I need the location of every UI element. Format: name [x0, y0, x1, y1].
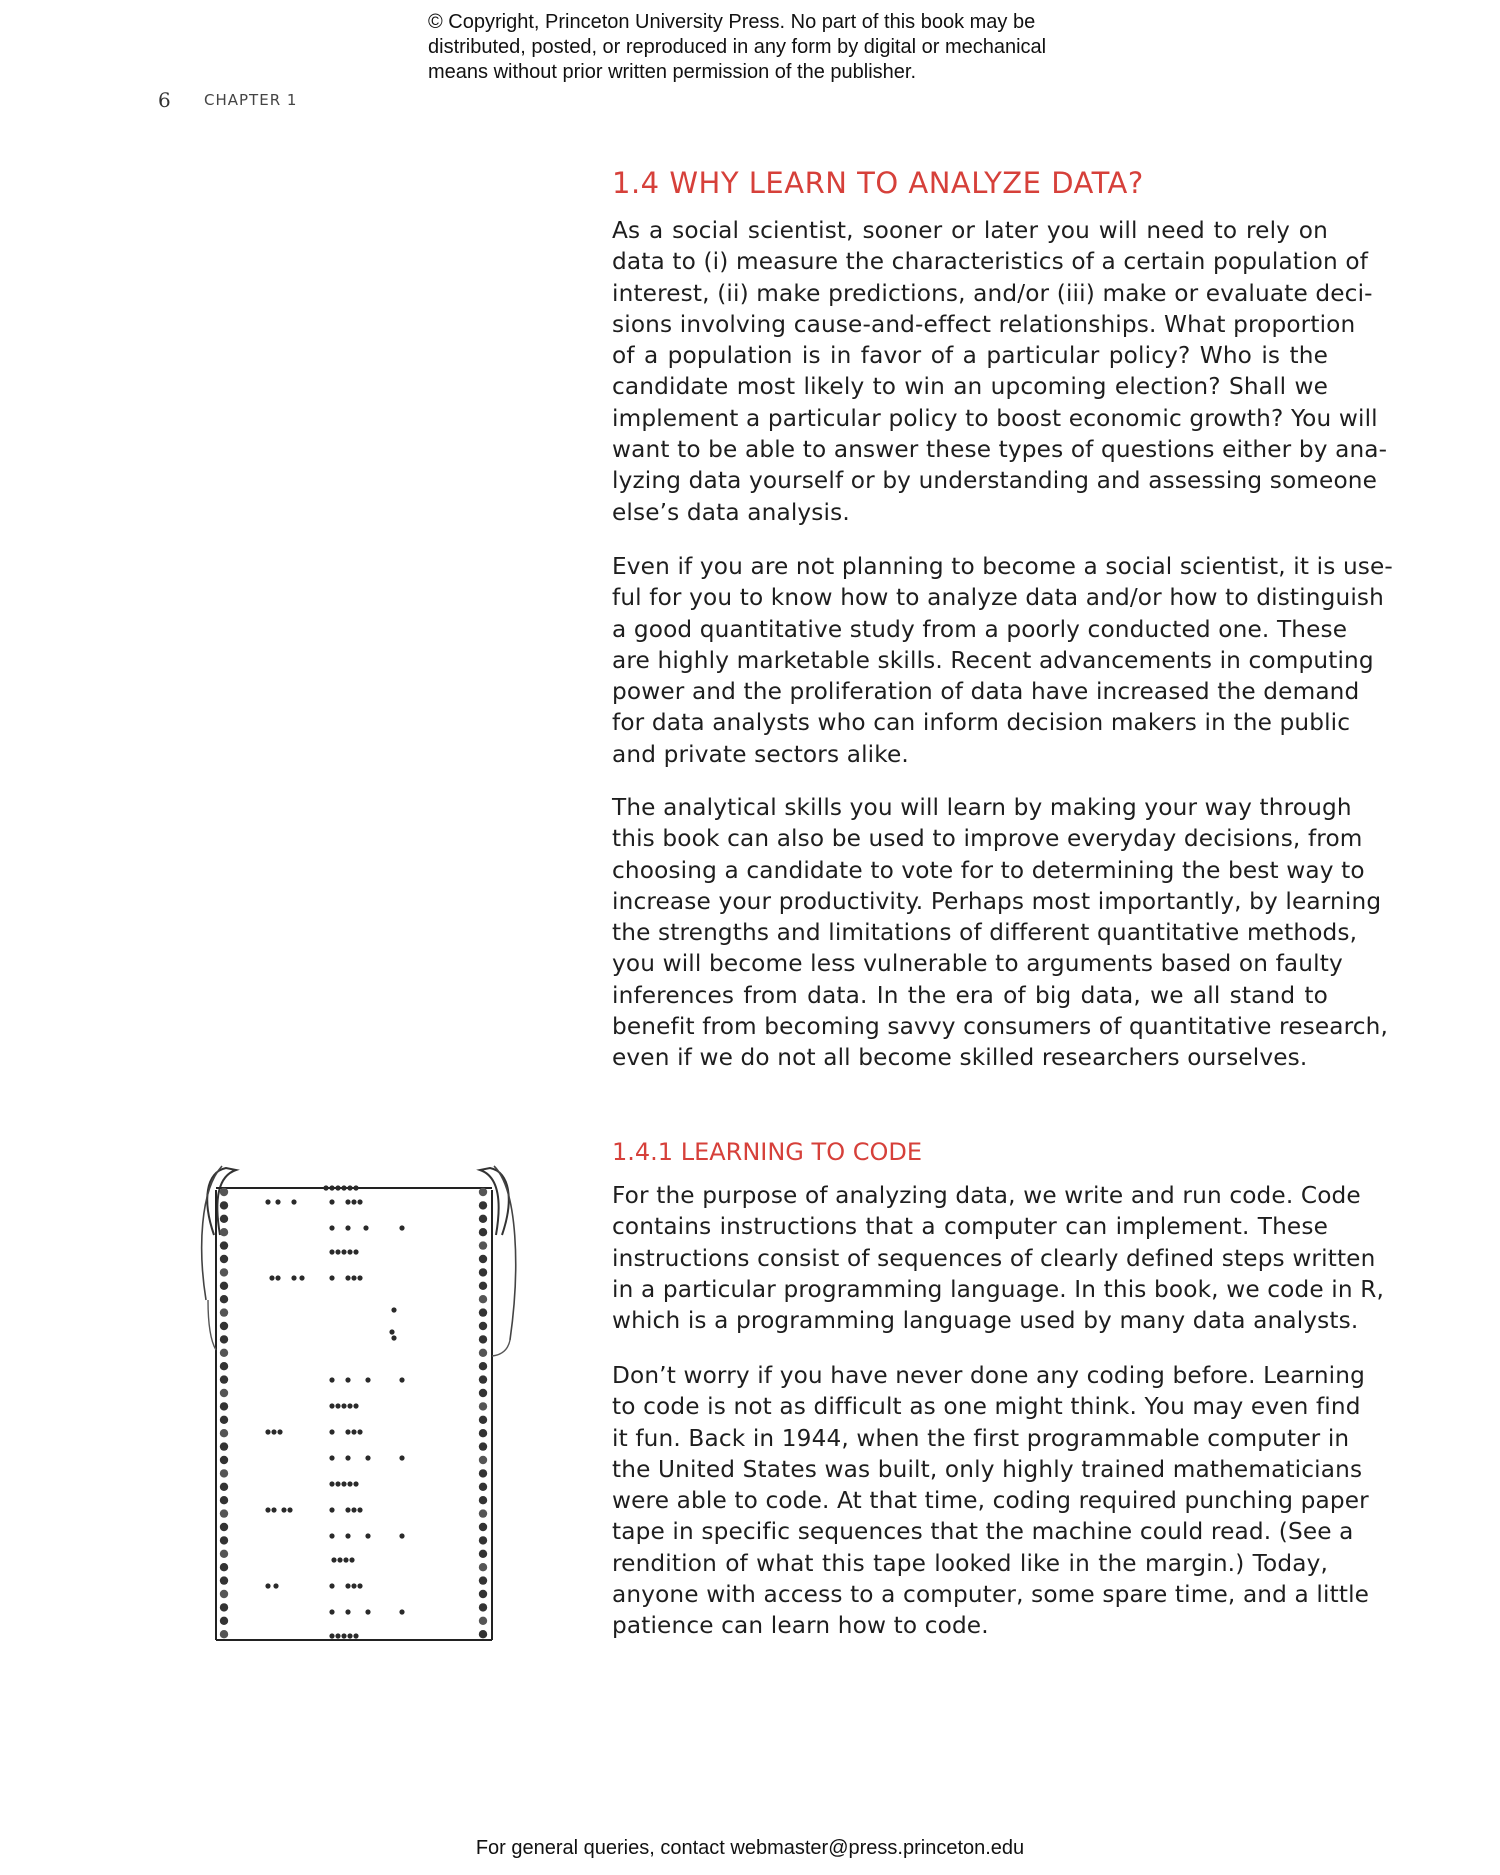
running-head-chapter: CHAPTER 1 — [204, 91, 298, 109]
text-line: of a population is in favor of a particular policy? Who is the — [612, 342, 1328, 370]
tape-hole — [399, 1609, 404, 1614]
tape-hole — [365, 1377, 370, 1382]
tape-hole — [220, 1603, 228, 1611]
tape-hole — [220, 1550, 228, 1558]
tape-hole — [329, 1185, 334, 1190]
copyright-notice — [428, 10, 1128, 85]
tape-hole — [335, 1403, 340, 1408]
text-line: interest, (ii) make predictions, and/or (iii) make or evaluate deci- — [612, 279, 1373, 307]
tape-hole — [287, 1507, 292, 1512]
tape-hole — [479, 1429, 487, 1437]
text-line: Even if you are not planning to become a social scientist, it is use- — [612, 553, 1393, 580]
tape-hole — [357, 1583, 362, 1588]
tape-hole — [479, 1483, 487, 1491]
tape-hole — [331, 1557, 336, 1562]
text-line: Don’t worry if you have never done any coding before. Learning — [612, 1362, 1365, 1389]
text-line: the United States was built, only highly trained mathematicians — [612, 1455, 1363, 1483]
text-line: ful for you to know how to analyze data and/or how to distinguish — [612, 584, 1384, 612]
tape-hole — [479, 1188, 487, 1196]
copyright-line: means without prior written permission of the publisher. — [428, 61, 917, 83]
tape-hole — [329, 1583, 334, 1588]
copyright-line: © Copyright, Princeton University Press. No part of this book may be — [428, 11, 1036, 33]
tape-hole — [341, 1249, 346, 1254]
paragraph — [612, 1180, 1385, 1336]
tape-hole — [341, 1403, 346, 1408]
tape-hole — [365, 1533, 370, 1538]
tape-hole — [479, 1563, 487, 1571]
text-line: As a social scientist, sooner or later you will need to rely on — [612, 217, 1328, 244]
tape-hole — [343, 1557, 348, 1562]
tape-hole — [345, 1225, 350, 1230]
tape-hole — [220, 1295, 228, 1303]
tape-hole — [479, 1469, 487, 1477]
page-number: 6 — [158, 88, 171, 112]
tape-hole — [329, 1275, 334, 1280]
tape-hole — [220, 1282, 228, 1290]
tape-hole — [299, 1275, 304, 1280]
tape-hole — [479, 1308, 487, 1316]
tape-hole — [479, 1255, 487, 1263]
tape-hole — [329, 1403, 334, 1408]
tape-hole — [353, 1403, 358, 1408]
tape-hole — [220, 1241, 228, 1249]
copyright-line: distributed, posted, or reproduced in any form by digital or mechanical — [428, 36, 1047, 58]
tape-hole — [479, 1268, 487, 1276]
tape-hole — [479, 1215, 487, 1223]
text-line: power and the proliferation of data have increased the demand — [612, 678, 1360, 706]
text-line: even if we do not all become skilled researchers ourselves. — [612, 1044, 1308, 1072]
tape-hole — [220, 1617, 228, 1625]
tape-hole — [329, 1455, 334, 1460]
tape-hole — [269, 1275, 274, 1280]
text-line: are highly marketable skills. Recent advancements in computing — [612, 646, 1374, 674]
tape-hole — [220, 1215, 228, 1223]
paragraph — [612, 792, 1389, 1074]
tape-hole — [291, 1199, 296, 1204]
tape-hole — [391, 1335, 396, 1340]
tape-hole — [357, 1199, 362, 1204]
tape-hole — [479, 1603, 487, 1611]
tape-hole — [479, 1496, 487, 1504]
tape-hole — [220, 1255, 228, 1263]
tape-hole — [347, 1481, 352, 1486]
tape-hole — [347, 1403, 352, 1408]
tape-hole — [329, 1481, 334, 1486]
tape-hole — [349, 1557, 354, 1562]
tape-hole — [345, 1533, 350, 1538]
tape-hole — [479, 1590, 487, 1598]
tape-hole — [271, 1429, 276, 1434]
punched-paper-tape-illustration — [196, 1160, 524, 1644]
tape-hole — [275, 1199, 280, 1204]
tape-hole — [479, 1295, 487, 1303]
tape-hole — [351, 1199, 356, 1204]
tape-hole — [341, 1185, 346, 1190]
tape-hole — [220, 1335, 228, 1343]
tape-hole — [275, 1275, 280, 1280]
tape-hole — [479, 1416, 487, 1424]
tape-hole — [265, 1507, 270, 1512]
text-line: this book can also be used to improve everyday decisions, from — [612, 825, 1363, 853]
tape-hole — [220, 1228, 228, 1236]
tape-hole — [479, 1402, 487, 1410]
tape-hole — [479, 1282, 487, 1290]
text-line: you will become less vulnerable to arguments based on faulty — [612, 950, 1343, 978]
text-line: tape in specific sequences that the machine could read. (See a — [612, 1518, 1354, 1546]
text-line: a good quantitative study from a poorly conducted one. These — [612, 615, 1348, 643]
tape-hole — [479, 1335, 487, 1343]
section-heading: 1.4 WHY LEARN TO ANALYZE DATA? — [612, 166, 1144, 200]
tape-hole — [353, 1633, 358, 1638]
tape-hole — [479, 1228, 487, 1236]
text-line: it fun. Back in 1944, when the first programmable computer in — [612, 1424, 1350, 1452]
tape-hole — [479, 1362, 487, 1370]
tape-hole — [220, 1362, 228, 1370]
tape-hole — [479, 1509, 487, 1517]
text-line: implement a particular policy to boost economic growth? You will — [612, 404, 1378, 432]
tape-hole — [220, 1188, 228, 1196]
tape-hole — [335, 1481, 340, 1486]
tape-hole — [220, 1389, 228, 1397]
text-line: the strengths and limitations of different quantitative methods, — [612, 919, 1358, 947]
tape-hole — [335, 1249, 340, 1254]
tape-hole — [479, 1576, 487, 1584]
text-line: increase your productivity. Perhaps most importantly, by learning — [612, 887, 1382, 915]
tape-hole — [479, 1536, 487, 1544]
tape-hole — [265, 1199, 270, 1204]
text-line: anyone with access to a computer, some spare time, and a little — [612, 1581, 1370, 1609]
tape-hole — [345, 1429, 350, 1434]
tape-hole — [220, 1322, 228, 1330]
tape-hole — [479, 1456, 487, 1464]
tape-hole — [353, 1249, 358, 1254]
tape-hole — [220, 1456, 228, 1464]
tape-hole — [220, 1630, 228, 1638]
tape-hole — [357, 1275, 362, 1280]
tape-hole — [220, 1268, 228, 1276]
tape-hole — [351, 1275, 356, 1280]
text-line: rendition of what this tape looked like in the margin.) Today, — [612, 1549, 1328, 1577]
subsection-heading: 1.4.1 LEARNING TO CODE — [612, 1138, 923, 1166]
text-line: want to be able to answer these types of questions either by ana- — [612, 436, 1388, 464]
tape-hole — [345, 1507, 350, 1512]
tape-hole — [399, 1533, 404, 1538]
tape-hole — [220, 1483, 228, 1491]
tape-hole — [353, 1185, 358, 1190]
tape-hole — [365, 1609, 370, 1614]
tape-hole — [479, 1617, 487, 1625]
text-line: in a particular programming language. In this book, we code in R, — [612, 1275, 1385, 1303]
tape-hole — [391, 1307, 396, 1312]
tape-hole — [345, 1275, 350, 1280]
tape-hole — [479, 1201, 487, 1209]
paragraph — [612, 215, 1388, 528]
text-line: patience can learn how to code. — [612, 1612, 989, 1640]
tape-hole — [220, 1416, 228, 1424]
text-line: lyzing data yourself or by understanding and assessing someone — [612, 467, 1378, 495]
tape-hole — [353, 1481, 358, 1486]
tape-hole — [479, 1630, 487, 1638]
tape-hole — [220, 1349, 228, 1357]
tape-hole — [265, 1429, 270, 1434]
text-line: The analytical skills you will learn by making your way through — [612, 794, 1352, 821]
tape-hole — [273, 1583, 278, 1588]
tape-hole — [220, 1536, 228, 1544]
tape-hole — [351, 1429, 356, 1434]
tape-hole — [220, 1402, 228, 1410]
text-line: were able to code. At that time, coding required punching paper — [612, 1487, 1369, 1515]
tape-hole — [323, 1185, 328, 1190]
paragraph — [612, 551, 1393, 770]
text-line: for data analysts who can inform decision makers in the public — [612, 709, 1351, 737]
text-line: else’s data analysis. — [612, 498, 850, 526]
text-line: contains instructions that a computer can implement. These — [612, 1213, 1328, 1241]
tape-hole — [335, 1185, 340, 1190]
tape-hole — [357, 1507, 362, 1512]
tape-hole — [479, 1349, 487, 1357]
tape-hole — [220, 1201, 228, 1209]
tape-hole — [479, 1550, 487, 1558]
tape-hole — [347, 1249, 352, 1254]
tape-hole — [351, 1507, 356, 1512]
tape-hole — [345, 1583, 350, 1588]
tape-hole — [345, 1199, 350, 1204]
tape-hole — [281, 1507, 286, 1512]
tape-hole — [220, 1429, 228, 1437]
tape-hole — [220, 1563, 228, 1571]
tape-hole — [345, 1377, 350, 1382]
tape-hole — [351, 1583, 356, 1588]
tape-hole — [479, 1442, 487, 1450]
tape-hole — [220, 1308, 228, 1316]
tape-hole — [479, 1389, 487, 1397]
tape-hole — [341, 1633, 346, 1638]
tape-hole — [220, 1442, 228, 1450]
tape-hole — [329, 1225, 334, 1230]
tape-hole — [329, 1199, 334, 1204]
tape-hole — [335, 1633, 340, 1638]
tape-hole — [329, 1633, 334, 1638]
text-line: choosing a candidate to vote for to determining the best way to — [612, 856, 1365, 884]
tape-hole — [347, 1633, 352, 1638]
tape-hole — [399, 1455, 404, 1460]
tape-hole — [347, 1185, 352, 1190]
tape-hole — [399, 1377, 404, 1382]
tape-hole — [329, 1533, 334, 1538]
tape-hole — [345, 1455, 350, 1460]
tape-hole — [220, 1469, 228, 1477]
tape-hole — [329, 1377, 334, 1382]
text-line: data to (i) measure the characteristics of a certain population of — [612, 248, 1369, 276]
tape-hole — [271, 1507, 276, 1512]
tape-hole — [345, 1609, 350, 1614]
text-line: to code is not as difficult as one might think. You may even find — [612, 1393, 1361, 1421]
tape-hole — [479, 1375, 487, 1383]
tape-hole — [389, 1329, 394, 1334]
text-line: sions involving cause-and-effect relationships. What proportion — [612, 310, 1356, 338]
tape-hole — [265, 1583, 270, 1588]
text-line: and private sectors alike. — [612, 740, 909, 768]
tape-hole — [277, 1429, 282, 1434]
tape-hole — [337, 1557, 342, 1562]
tape-hole — [220, 1375, 228, 1383]
tape-hole — [479, 1322, 487, 1330]
text-line: inferences from data. In the era of big data, we all stand to — [612, 981, 1328, 1009]
text-line: candidate most likely to win an upcoming election? Shall we — [612, 373, 1328, 401]
tape-hole — [329, 1609, 334, 1614]
tape-hole — [479, 1523, 487, 1531]
tape-hole — [220, 1496, 228, 1504]
tape-hole — [479, 1241, 487, 1249]
tape-hole — [220, 1509, 228, 1517]
tape-hole — [399, 1225, 404, 1230]
tape-hole — [291, 1275, 296, 1280]
tape-hole — [329, 1507, 334, 1512]
tape-hole — [357, 1429, 362, 1434]
tape-hole — [220, 1576, 228, 1584]
tape-hole — [329, 1429, 334, 1434]
tape-hole — [220, 1590, 228, 1598]
tape-hole — [365, 1455, 370, 1460]
text-line: instructions consist of sequences of clearly defined steps written — [612, 1244, 1376, 1272]
text-line: benefit from becoming savvy consumers of quantitative research, — [612, 1013, 1389, 1041]
tape-hole — [329, 1249, 334, 1254]
paragraph — [612, 1360, 1370, 1642]
tape-hole — [363, 1225, 368, 1230]
tape-hole — [220, 1523, 228, 1531]
text-line: For the purpose of analyzing data, we write and run code. Code — [612, 1182, 1361, 1209]
text-line: which is a programming language used by many data analysts. — [612, 1307, 1359, 1335]
tape-hole — [341, 1481, 346, 1486]
footer-contact: For general queries, contact webmaster@press.princeton.edu — [475, 1837, 1025, 1859]
